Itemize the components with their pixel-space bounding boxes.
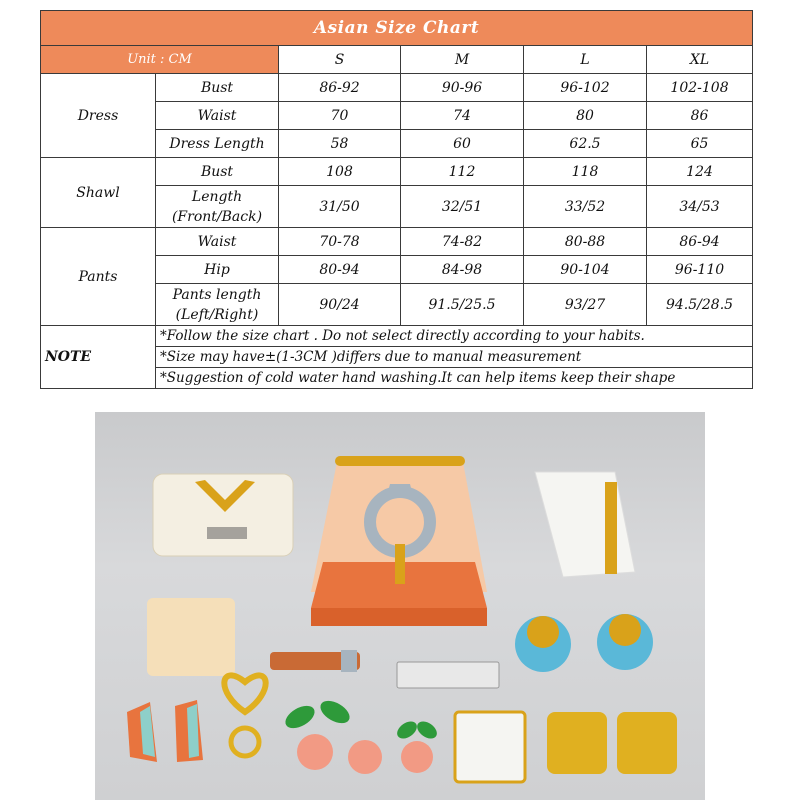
size-header-l: L xyxy=(524,46,647,74)
cell: 65 xyxy=(647,130,753,158)
cell: 112 xyxy=(401,158,524,186)
cell: 90-96 xyxy=(401,74,524,102)
cell: 96-102 xyxy=(524,74,647,102)
row-label-line1: Length xyxy=(191,188,243,205)
cell: 70-78 xyxy=(279,228,401,256)
cell: 80-88 xyxy=(524,228,647,256)
heart-headband xyxy=(224,675,265,756)
top-piece xyxy=(153,474,293,556)
cell: 91.5/25.5 xyxy=(401,284,524,326)
cell: 58 xyxy=(279,130,401,158)
cell: 62.5 xyxy=(524,130,647,158)
cell: 118 xyxy=(524,158,647,186)
note-line-2: *Size may have±(1-3CM )differs due to manual measurement xyxy=(156,347,753,368)
cell: 84-98 xyxy=(401,256,524,284)
sleeve-piece xyxy=(147,598,235,676)
cell: 31/50 xyxy=(279,186,401,228)
cell: 74-82 xyxy=(401,228,524,256)
leaf-fruit-accessories xyxy=(282,696,440,774)
cell: 86-92 xyxy=(279,74,401,102)
size-header-s: S xyxy=(279,46,401,74)
cell: 124 xyxy=(647,158,753,186)
row-label: Hip xyxy=(156,256,279,284)
size-header-xl: XL xyxy=(647,46,753,74)
cell: 86-94 xyxy=(647,228,753,256)
cell: 96-110 xyxy=(647,256,753,284)
row-label: Bust xyxy=(156,158,279,186)
size-chart xyxy=(40,10,752,389)
note-line-3: *Suggestion of cold water hand washing.It can help items keep their shape xyxy=(156,368,753,389)
row-label xyxy=(156,284,279,326)
costume-pieces-illustration xyxy=(95,412,705,800)
group-label-shawl: Shawl xyxy=(41,158,156,228)
belt-piece xyxy=(270,650,360,672)
ears-piece xyxy=(127,700,203,762)
row-label-line2: (Left/Right) xyxy=(175,306,259,323)
pants-piece xyxy=(535,472,635,577)
row-label-line2: (Front/Back) xyxy=(171,208,263,225)
cell: 90/24 xyxy=(279,284,401,326)
cell: 86 xyxy=(647,102,753,130)
group-label-dress: Dress xyxy=(41,74,156,158)
cell: 34/53 xyxy=(647,186,753,228)
skirt-piece xyxy=(311,456,487,626)
unit-label: Unit : CM xyxy=(41,46,279,74)
cell: 80-94 xyxy=(279,256,401,284)
cell: 32/51 xyxy=(401,186,524,228)
row-label xyxy=(156,186,279,228)
note-line-1: *Follow the size chart . Do not select directly according to your habits. xyxy=(156,326,753,347)
row-label-line1: Pants length xyxy=(172,286,262,303)
shoe-covers xyxy=(515,614,653,672)
row-label: Waist xyxy=(156,228,279,256)
group-label-pants: Pants xyxy=(41,228,156,326)
product-photo xyxy=(95,412,705,800)
cell: 102-108 xyxy=(647,74,753,102)
cell: 60 xyxy=(401,130,524,158)
cell: 108 xyxy=(279,158,401,186)
size-header-m: M xyxy=(401,46,524,74)
cell: 93/27 xyxy=(524,284,647,326)
cell: 74 xyxy=(401,102,524,130)
note-label: NOTE xyxy=(41,326,156,389)
wrist-cuff xyxy=(455,712,525,782)
cell: 80 xyxy=(524,102,647,130)
gold-gloves xyxy=(547,712,677,774)
cell: 90-104 xyxy=(524,256,647,284)
tag-strip xyxy=(397,662,499,688)
cell: 33/52 xyxy=(524,186,647,228)
row-label: Waist xyxy=(156,102,279,130)
chart-title: Asian Size Chart xyxy=(41,11,753,46)
size-table xyxy=(40,10,753,389)
row-label: Bust xyxy=(156,74,279,102)
cell: 94.5/28.5 xyxy=(647,284,753,326)
row-label: Dress Length xyxy=(156,130,279,158)
cell: 70 xyxy=(279,102,401,130)
